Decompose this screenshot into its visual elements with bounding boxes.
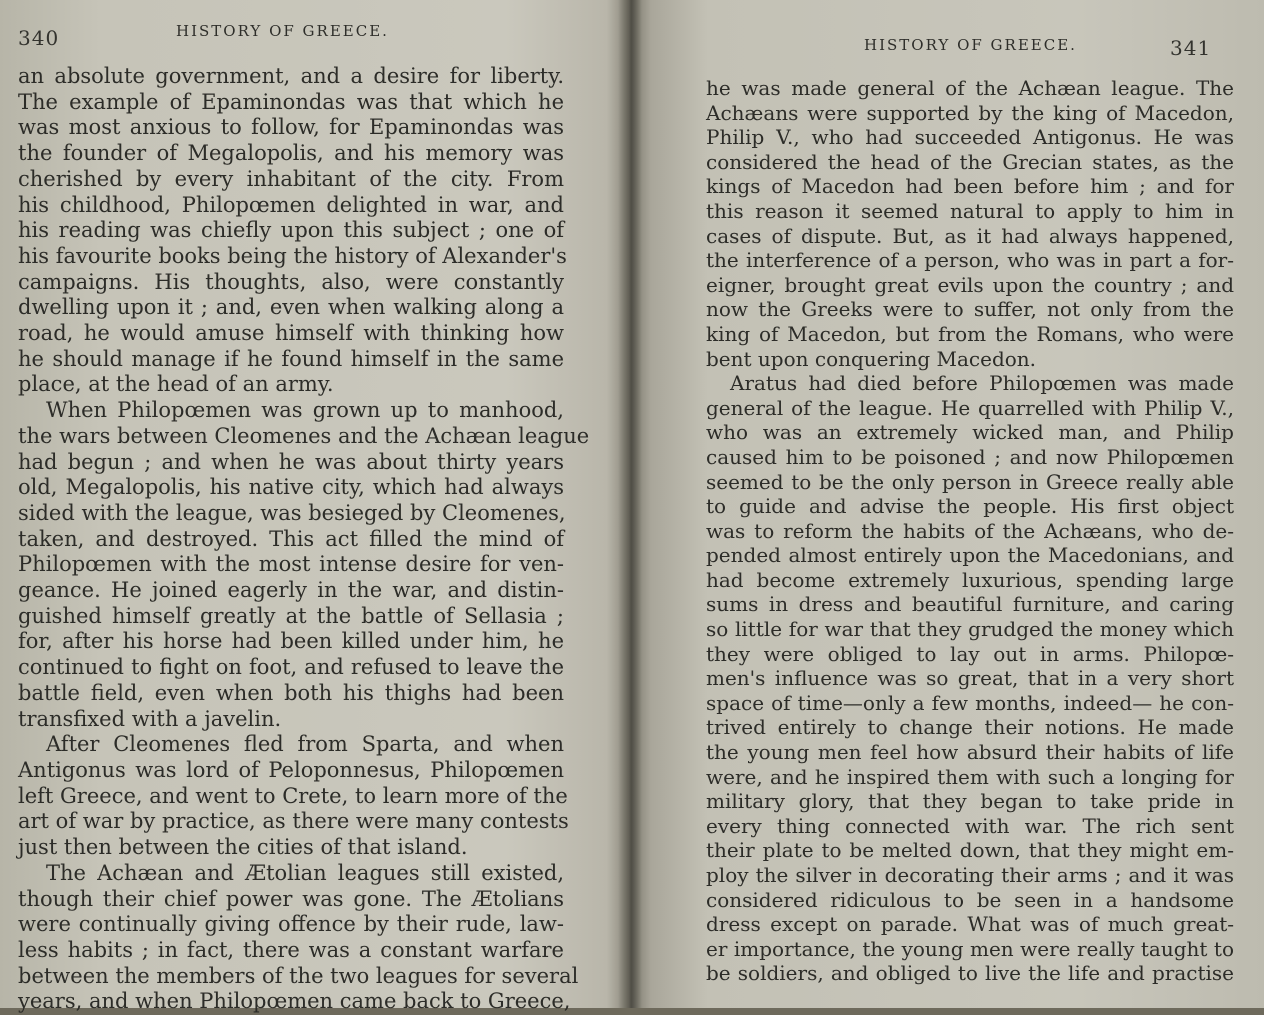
text-line: now the Greeks were to suffer, not only from the [706, 297, 1234, 322]
text-line: Antigonus was lord of Peloponnesus, Philopœmen [18, 757, 564, 782]
text-line: for, after his horse had been killed under him, he [18, 629, 564, 654]
text-line: who was an extremely wicked man, and Philip [706, 420, 1234, 445]
text-line: road, he would amuse himself with thinking how [18, 321, 564, 346]
text-line: Philip V., who had succeeded Antigonus. He was [706, 125, 1234, 150]
text-line: battle field, even when both his thighs had been [18, 680, 564, 705]
text-line: his favourite books being the history of Alexander's [18, 243, 567, 268]
text-line: the wars between Cleomenes and the Achæan league [18, 423, 590, 448]
text-line: considered the head of the Grecian states, as the [706, 149, 1234, 174]
text-line: cherished by every inhabitant of the city. From [18, 166, 564, 191]
text-line: Philopœmen with the most intense desire for ven- [18, 552, 564, 577]
text-line: this reason it seemed natural to apply to him in [706, 198, 1234, 223]
text-line: campaigns. His thoughts, also, were constantly [18, 269, 564, 294]
text-line: old, Megalopolis, his native city, which had always [18, 475, 564, 500]
text-line: pended almost entirely upon the Macedonians, and [706, 543, 1234, 568]
left-body-text [18, 64, 590, 1015]
text-line: every thing connected with war. The rich sent [706, 813, 1234, 838]
text-line: seemed to be the only person in Greece really able [706, 469, 1234, 494]
text-line: were, and he inspired them with such a longing for [706, 764, 1234, 789]
text-line: his childhood, Philopœmen delighted in war, and [18, 192, 564, 217]
text-line: left Greece, and went to Crete, to learn more of the [18, 783, 568, 808]
text-line: to guide and advise the people. His first object [706, 494, 1234, 519]
text-line: cases of dispute. But, as it had always happened, [706, 223, 1234, 248]
text-line: After Cleomenes fled from Sparta, and when [46, 732, 564, 757]
text-line: he was made general of the Achæan league. The [706, 76, 1234, 100]
text-line: caused him to be poisoned ; and now Philopœmen [706, 444, 1234, 469]
text-line: Aratus had died before Philopœmen was made [730, 371, 1234, 396]
text-line: between the members of the two leagues for several [18, 963, 579, 988]
text-line: less habits ; in fact, there was a constant warfare [18, 937, 564, 962]
text-line: space of time—only a few months, indeed— he con- [706, 690, 1234, 715]
book-gutter [618, 0, 642, 1008]
text-line: so little for war that they grudged the money which [706, 617, 1234, 642]
text-line: an absolute government, and a desire for liberty. [18, 64, 564, 88]
text-line: king of Macedon, but from the Romans, who were [706, 321, 1234, 346]
text-line: transfixed with a javelin. [18, 706, 282, 731]
text-line: dwelling upon it ; and, even when walking along a [18, 295, 564, 320]
text-line: was to reform the habits of the Achæans, who de- [706, 518, 1234, 543]
text-line: he should manage if he found himself in the same [18, 346, 564, 371]
text-line: sums in dress and beautiful furniture, and caring [706, 592, 1234, 617]
text-line: Achæans were supported by the king of Macedon, [706, 100, 1234, 125]
text-line: trived entirely to change their notions. He made [706, 715, 1234, 740]
text-line: art of war by practice, as there were many contests [18, 809, 569, 834]
text-line: er importance, the young men were really taught to [706, 936, 1234, 961]
text-line: taken, and destroyed. This act filled the mind of [18, 526, 564, 551]
text-line: was most anxious to follow, for Epaminondas was [18, 115, 564, 140]
text-line: bent upon conquering Macedon. [706, 346, 1037, 371]
text-line: though their chief power was gone. The Ætolians [18, 886, 564, 911]
text-line: they were obliged to lay out in arms. Philopœ- [706, 641, 1234, 666]
text-line: the founder of Megalopolis, and his memory was [18, 141, 564, 166]
text-line: his reading was chiefly upon this subject ; one of [18, 218, 564, 243]
text-line: place, at the head of an army. [18, 372, 334, 397]
text-line: The example of Epaminondas was that which he [18, 89, 564, 114]
text-line: kings of Macedon had been before him ; and for [706, 174, 1234, 199]
left-page-number: 340 [18, 26, 60, 50]
text-line: dress except on parade. What was of much great- [706, 912, 1234, 937]
text-line: When Philopœmen was grown up to manhood, [46, 398, 564, 423]
right-body-text [706, 76, 1234, 986]
text-line: guished himself greatly at the battle of Sellasia ; [18, 603, 564, 628]
text-line: had begun ; and when he was about thirty years [18, 449, 564, 474]
text-line: general of the league. He quarrelled with Philip V., [706, 395, 1234, 420]
text-line: The Achæan and Ætolian leagues still existed, [46, 860, 564, 885]
right-running-head: HISTORY OF GREECE. [864, 36, 1077, 54]
text-line: eigner, brought great evils upon the country ; and [706, 272, 1234, 297]
right-page-number: 341 [1170, 36, 1212, 60]
text-line: years, and when Philopœmen came back to Greece, [18, 989, 571, 1014]
text-line: sided with the league, was besieged by Cleomenes, [18, 500, 566, 525]
text-line: continued to fight on foot, and refused to leave the [18, 655, 564, 680]
text-line: were continually giving offence by their rude, law- [18, 912, 564, 937]
text-line: geance. He joined eagerly in the war, and distin- [18, 578, 564, 603]
left-page [0, 0, 620, 1014]
text-line: had become extremely luxurious, spending large [706, 567, 1234, 592]
text-line: military glory, that they began to take pride in [706, 789, 1234, 814]
text-line: the young men feel how absurd their habits of life [706, 740, 1234, 765]
text-line: ploy the silver in decorating their arms ; and it was [706, 863, 1234, 887]
text-line: be soldiers, and obliged to live the life and practise [706, 961, 1234, 986]
text-line: men's influence was so great, that in a very short [706, 666, 1234, 691]
text-line: the interference of a person, who was in part a for- [706, 248, 1234, 273]
left-running-head: HISTORY OF GREECE. [176, 22, 389, 40]
text-line: just then between the cities of that island. [18, 835, 468, 860]
right-page [640, 0, 1264, 1008]
text-line: considered ridiculous to be seen in a handsome [706, 887, 1234, 912]
text-line: their plate to be melted down, that they might em- [706, 838, 1234, 863]
